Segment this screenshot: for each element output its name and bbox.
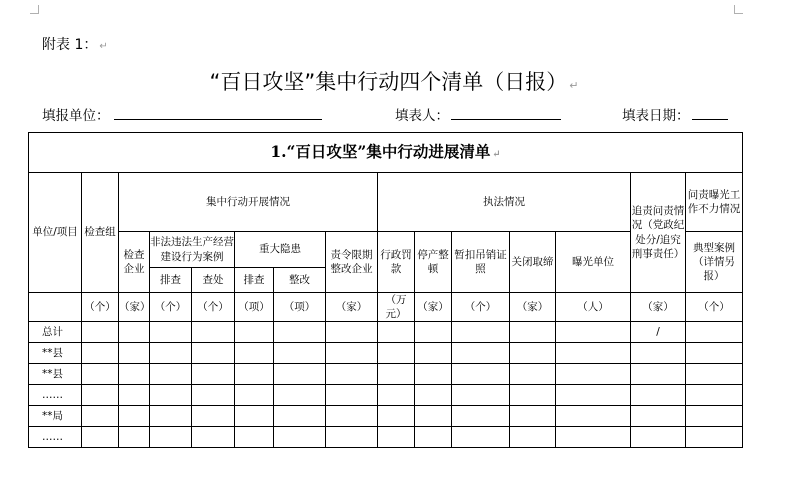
data-cell[interactable] [274, 427, 326, 448]
table-row [29, 364, 743, 385]
data-cell[interactable] [150, 364, 192, 385]
header-exposure: 问责曝光工作不力情况 [686, 173, 743, 232]
unit-field [42, 104, 322, 124]
row-label: 总计 [29, 322, 82, 343]
data-cell[interactable] [82, 322, 119, 343]
data-cell[interactable] [119, 427, 150, 448]
data-cell[interactable] [686, 427, 743, 448]
data-cell[interactable] [150, 322, 192, 343]
row-label: **县 [29, 343, 82, 364]
data-cell[interactable] [378, 427, 415, 448]
margin-corner-top-left [30, 5, 39, 14]
data-cell[interactable] [510, 406, 556, 427]
unit-cell: （个） [686, 293, 743, 322]
data-cell[interactable] [82, 406, 119, 427]
data-cell[interactable] [326, 343, 378, 364]
data-cell[interactable] [82, 364, 119, 385]
data-cell[interactable] [326, 406, 378, 427]
data-cell[interactable] [452, 427, 510, 448]
data-cell[interactable] [119, 364, 150, 385]
data-cell[interactable] [452, 406, 510, 427]
header-illegal-cases: 非法违法生产经营建设行为案例 [150, 232, 235, 268]
header-deadline-rectify: 责令限期整改企业 [326, 232, 378, 293]
unit-cell: （家） [415, 293, 452, 322]
filler-field [395, 104, 561, 124]
table-row [29, 385, 743, 406]
caption-text: 1.“百日攻坚”集中行动进展清单 [270, 142, 491, 162]
data-cell[interactable] [235, 343, 274, 364]
data-cell[interactable] [452, 385, 510, 406]
appendix-text: 附表 1： [42, 37, 98, 53]
data-cell[interactable] [510, 385, 556, 406]
data-cell[interactable] [119, 322, 150, 343]
data-cell[interactable] [686, 322, 743, 343]
data-cell[interactable] [510, 343, 556, 364]
data-cell[interactable] [150, 406, 192, 427]
unit-cell: （个） [82, 293, 119, 322]
accountability-cell[interactable] [631, 385, 686, 406]
data-cell[interactable] [686, 385, 743, 406]
header-accountability: 追责问责情况（党政纪处分/追究刑事责任） [631, 173, 686, 293]
data-cell[interactable] [556, 343, 631, 364]
form-fields [42, 104, 742, 126]
header-law-enforcement: 执法情况 [378, 173, 631, 232]
unit-cell: （个） [452, 293, 510, 322]
data-cell[interactable] [686, 406, 743, 427]
appendix-label [42, 34, 108, 54]
header-major-hazards: 重大隐患 [235, 232, 326, 268]
data-cell[interactable] [119, 385, 150, 406]
header-revoke-license: 暂扣吊销证照 [452, 232, 510, 293]
unit-cell: （万元） [378, 293, 415, 322]
data-cell[interactable] [82, 385, 119, 406]
date-field [622, 104, 728, 124]
data-cell[interactable] [415, 343, 452, 364]
data-cell[interactable] [452, 364, 510, 385]
data-cell[interactable] [326, 385, 378, 406]
data-cell[interactable] [82, 343, 119, 364]
document-title [0, 66, 788, 96]
unit-cell: （家） [510, 293, 556, 322]
data-cell[interactable] [326, 364, 378, 385]
data-cell[interactable] [274, 406, 326, 427]
data-cell[interactable] [686, 364, 743, 385]
table-row [29, 427, 743, 448]
row-label: **局 [29, 406, 82, 427]
header-inspection-team: 检查组 [82, 173, 119, 293]
filler-blank[interactable] [451, 105, 561, 120]
header-unit-item: 单位/项目 [29, 173, 82, 293]
data-cell[interactable] [119, 343, 150, 364]
data-cell[interactable] [510, 322, 556, 343]
data-cell[interactable] [274, 343, 326, 364]
data-cell[interactable] [415, 385, 452, 406]
unit-cell: （个） [192, 293, 235, 322]
header-close-ban: 关闭取缔 [510, 232, 556, 293]
data-rows [29, 322, 743, 448]
unit-cell: （个） [150, 293, 192, 322]
paragraph-mark-icon: ↵ [569, 79, 579, 92]
data-cell[interactable] [150, 427, 192, 448]
header-inspected-enterprises: 检查企业 [119, 232, 150, 293]
data-cell[interactable] [510, 364, 556, 385]
unit-cell: （家） [326, 293, 378, 322]
header-investigate: 排查 [150, 268, 192, 293]
data-cell[interactable] [274, 322, 326, 343]
row-label: …… [29, 427, 82, 448]
data-cell[interactable] [415, 322, 452, 343]
units-blank-cell [29, 293, 82, 322]
table-row [29, 406, 743, 427]
data-cell[interactable] [192, 406, 235, 427]
data-cell[interactable] [686, 343, 743, 364]
margin-corner-top-right [734, 5, 743, 14]
row-label: …… [29, 385, 82, 406]
data-cell[interactable] [556, 385, 631, 406]
data-cell[interactable] [119, 406, 150, 427]
unit-cell: （项） [274, 293, 326, 322]
data-cell[interactable] [415, 364, 452, 385]
data-cell[interactable] [556, 322, 631, 343]
data-cell[interactable] [192, 385, 235, 406]
accountability-cell[interactable]: / [631, 322, 686, 343]
row-label: **县 [29, 364, 82, 385]
data-cell[interactable] [415, 406, 452, 427]
data-cell[interactable] [235, 385, 274, 406]
table-row [29, 343, 743, 364]
data-cell[interactable] [556, 427, 631, 448]
accountability-cell[interactable] [631, 406, 686, 427]
date-label: 填表日期： [622, 108, 690, 124]
unit-cell: （人） [556, 293, 631, 322]
data-cell[interactable] [326, 427, 378, 448]
unit-cell: （家） [119, 293, 150, 322]
unit-blank[interactable] [114, 105, 322, 120]
header-handle: 查处 [192, 268, 235, 293]
accountability-cell[interactable] [631, 364, 686, 385]
data-cell[interactable] [415, 427, 452, 448]
data-cell[interactable] [82, 427, 119, 448]
header-typical-cases: 典型案例（详情另报） [686, 232, 743, 293]
progress-table [28, 132, 743, 448]
header-campaign: 集中行动开展情况 [119, 173, 378, 232]
data-cell[interactable] [452, 322, 510, 343]
paragraph-mark-icon: ↵ [492, 149, 501, 161]
data-cell[interactable] [192, 364, 235, 385]
data-cell[interactable] [378, 406, 415, 427]
data-cell[interactable] [192, 427, 235, 448]
header-rectify: 整改 [274, 268, 326, 293]
data-cell[interactable] [556, 364, 631, 385]
data-cell[interactable] [378, 364, 415, 385]
data-cell[interactable] [378, 343, 415, 364]
accountability-cell[interactable] [631, 343, 686, 364]
date-blank[interactable] [692, 105, 728, 120]
data-cell[interactable] [274, 364, 326, 385]
data-cell[interactable] [150, 343, 192, 364]
table-row [29, 322, 743, 343]
title-text: “百日攻坚”集中行动四个清单（日报） [209, 70, 568, 94]
data-cell[interactable] [235, 406, 274, 427]
unit-cell: （家） [631, 293, 686, 322]
unit-label: 填报单位： [42, 108, 110, 124]
data-cell[interactable] [326, 322, 378, 343]
data-cell[interactable] [452, 343, 510, 364]
header-admin-penalty: 行政罚款 [378, 232, 415, 293]
data-cell[interactable] [192, 322, 235, 343]
data-cell[interactable] [510, 427, 556, 448]
filler-label: 填表人： [395, 108, 449, 124]
data-cell[interactable] [378, 385, 415, 406]
units-row [29, 293, 743, 322]
data-cell[interactable] [556, 406, 631, 427]
paragraph-mark-icon: ↵ [99, 41, 108, 52]
data-cell[interactable] [378, 322, 415, 343]
header-exposed-units: 曝光单位 [556, 232, 631, 293]
accountability-cell[interactable] [631, 427, 686, 448]
data-cell[interactable] [235, 364, 274, 385]
data-cell[interactable] [150, 385, 192, 406]
data-cell[interactable] [274, 385, 326, 406]
header-suspend: 停产整顿 [415, 232, 452, 293]
table-caption [29, 133, 743, 173]
data-cell[interactable] [192, 343, 235, 364]
data-cell[interactable] [235, 322, 274, 343]
data-cell[interactable] [235, 427, 274, 448]
unit-cell: （项） [235, 293, 274, 322]
header-hazard-investigate: 排查 [235, 268, 274, 293]
